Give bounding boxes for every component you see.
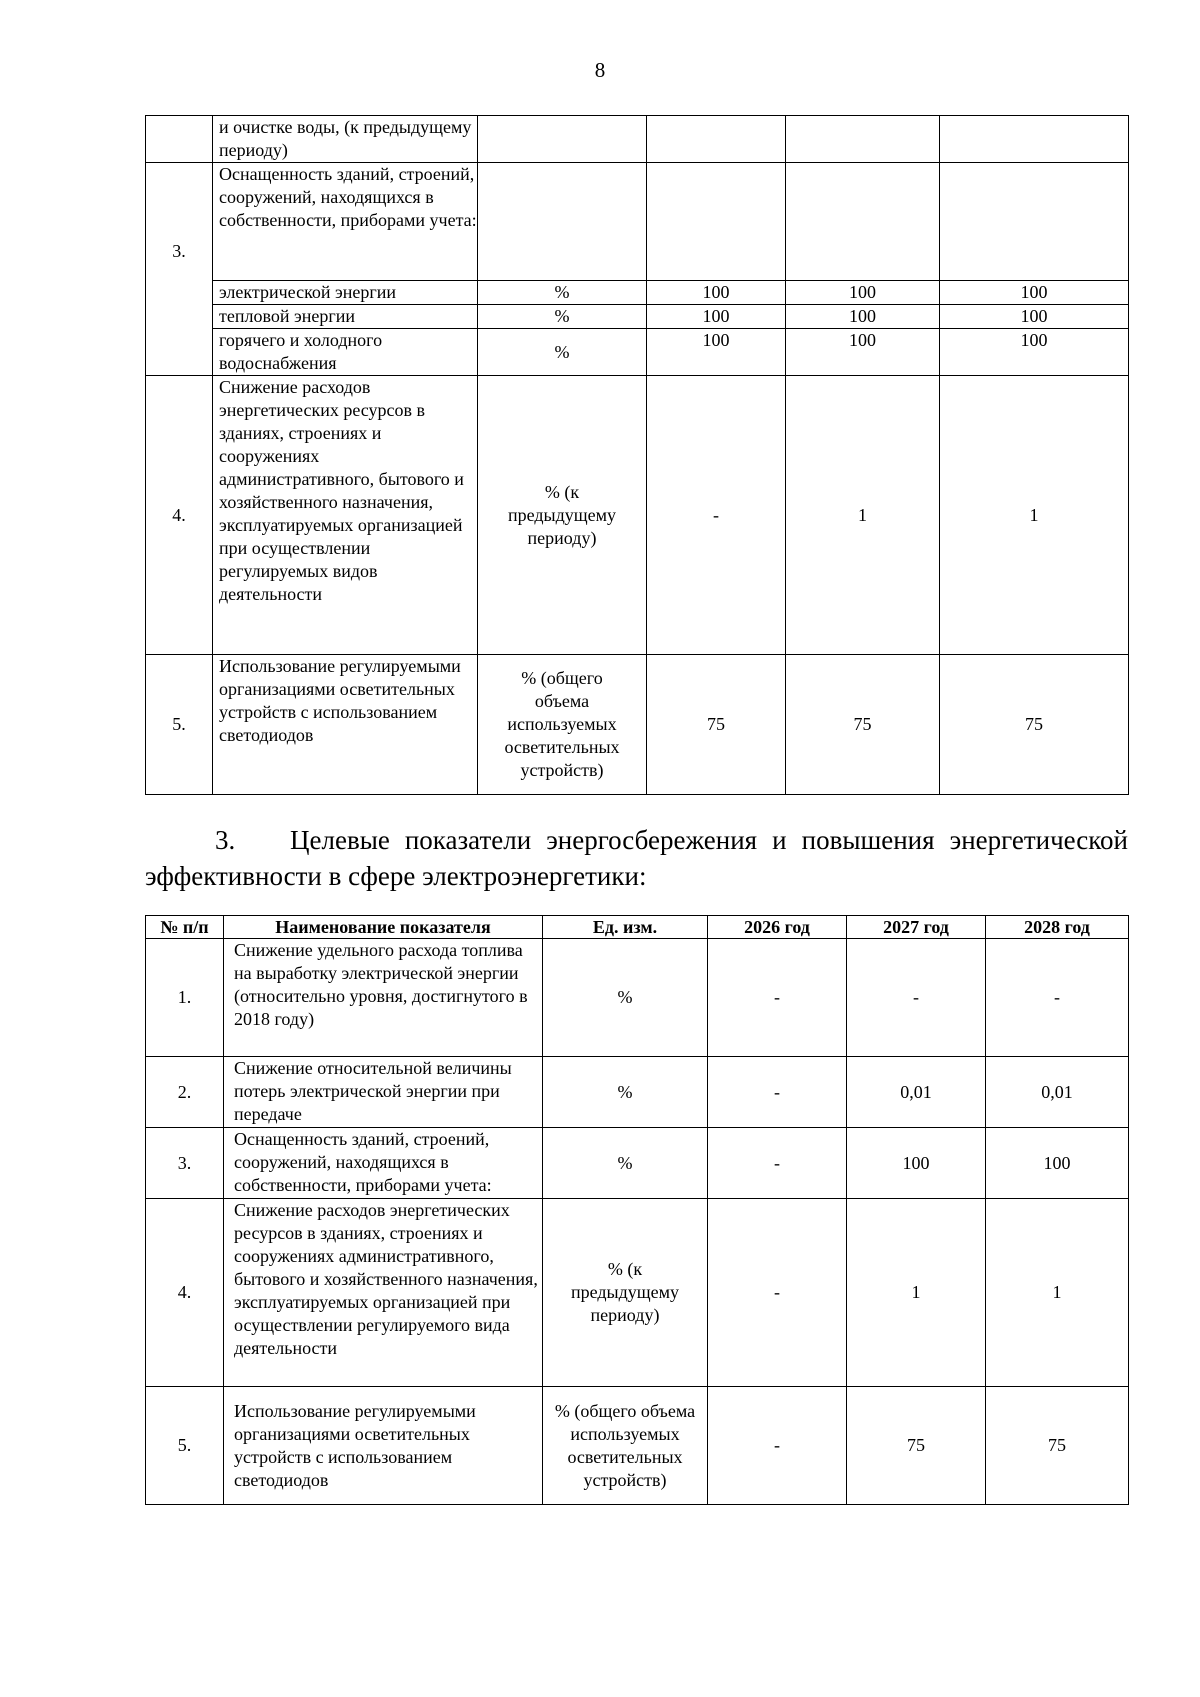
cell-name: Снижение удельного расхода топлива на выработку электрической энергии (относительно уровня, достигнутого в 2018 году) <box>224 939 543 1057</box>
header-2028: 2028 год <box>986 916 1129 939</box>
table-row <box>146 1128 1129 1199</box>
cell-2028: 75 <box>940 655 1129 795</box>
cell-2026: 100 <box>647 281 786 305</box>
cell-2028: 100 <box>940 305 1129 329</box>
cell-2027 <box>786 116 940 163</box>
cell-unit: % (к предыдущему периоду) <box>478 376 647 655</box>
cell-unit: % (общего объема используемых осветительных устройств) <box>478 655 647 795</box>
cell-empty <box>647 163 786 281</box>
cell-2028 <box>940 116 1129 163</box>
cell-num: 1. <box>146 939 224 1057</box>
cell-2026: - <box>708 1199 847 1387</box>
cell-unit: % (общего объема используемых осветительных устройств) <box>543 1387 708 1505</box>
cell-num <box>146 116 213 163</box>
cell-empty <box>478 163 647 281</box>
cell-num: 2. <box>146 1057 224 1128</box>
cell-name: Использование регулируемыми организациями осветительных устройств с использованием светодиодов <box>213 655 478 795</box>
cell-2027: 75 <box>786 655 940 795</box>
table-electricity-indicators <box>145 915 1129 1505</box>
cell-name: Оснащенность зданий, строений, сооружений, находящихся в собственности, приборами учета: <box>213 163 478 281</box>
cell-2027: - <box>847 939 986 1057</box>
cell-2028: 1 <box>940 376 1129 655</box>
table-header-row <box>146 916 1129 939</box>
cell-name: Использование регулируемыми организациями осветительных устройств с использованием светодиодов <box>224 1387 543 1505</box>
table-row <box>146 163 1129 281</box>
cell-name: Снижение относительной величины потерь электрической энергии при передаче <box>224 1057 543 1128</box>
cell-2028: 1 <box>986 1199 1129 1387</box>
cell-2028: 100 <box>986 1128 1129 1199</box>
cell-num: 3. <box>146 163 213 376</box>
cell-2026: - <box>708 1128 847 1199</box>
cell-2028: - <box>986 939 1129 1057</box>
cell-name: горячего и холодного водоснабжения <box>213 329 478 376</box>
cell-name: Снижение расходов энергетических ресурсов в зданиях, строениях и сооружениях административного, бытового и хозяйственного назначения, эксплуатируемых организацией при осуществлении регулируемого вида деятельности <box>224 1199 543 1387</box>
cell-2027: 1 <box>786 376 940 655</box>
section-title: Целевые показатели энергосбережения и повышения энергетической эффективности в сфере электроэнергетики: <box>145 825 1128 891</box>
cell-empty <box>940 163 1129 281</box>
header-2027: 2027 год <box>847 916 986 939</box>
cell-empty <box>786 163 940 281</box>
cell-2027: 100 <box>847 1128 986 1199</box>
page-number: 8 <box>594 58 606 82</box>
cell-2028: 100 <box>940 281 1129 305</box>
cell-num: 5. <box>146 655 213 795</box>
section-number: 3. <box>215 825 236 855</box>
cell-num: 4. <box>146 376 213 655</box>
cell-2027: 0,01 <box>847 1057 986 1128</box>
cell-2026: - <box>708 1057 847 1128</box>
cell-unit: % (к предыдущему периоду) <box>543 1199 708 1387</box>
cell-2026: 75 <box>647 655 786 795</box>
table-row <box>146 1387 1129 1505</box>
cell-2026: 100 <box>647 305 786 329</box>
header-unit: Ед. изм. <box>543 916 708 939</box>
cell-num: 4. <box>146 1199 224 1387</box>
cell-unit: % <box>543 1128 708 1199</box>
cell-2027: 75 <box>847 1387 986 1505</box>
header-num: № п/п <box>146 916 224 939</box>
cell-2026: - <box>708 1387 847 1505</box>
cell-2027: 100 <box>786 281 940 305</box>
cell-unit: % <box>543 939 708 1057</box>
cell-2028: 0,01 <box>986 1057 1129 1128</box>
table-subrow <box>146 281 1129 305</box>
section-heading <box>145 822 1128 894</box>
cell-unit <box>478 116 647 163</box>
cell-2026: - <box>647 376 786 655</box>
cell-2027: 100 <box>786 329 940 376</box>
cell-name: Оснащенность зданий, строений, сооружений, находящихся в собственности, приборами учета: <box>224 1128 543 1199</box>
cell-num: 3. <box>146 1128 224 1199</box>
cell-2026: - <box>708 939 847 1057</box>
table-row <box>146 376 1129 655</box>
cell-2026 <box>647 116 786 163</box>
cell-name: электрической энергии <box>213 281 478 305</box>
table-row <box>146 116 1129 163</box>
table-subrow <box>146 305 1129 329</box>
cell-2027: 1 <box>847 1199 986 1387</box>
cell-2027: 100 <box>786 305 940 329</box>
cell-2026: 100 <box>647 329 786 376</box>
table-row <box>146 655 1129 795</box>
header-2026: 2026 год <box>708 916 847 939</box>
table-row <box>146 939 1129 1057</box>
cell-name: Снижение расходов энергетических ресурсов в зданиях, строениях и сооружениях административного, бытового и хозяйственного назначения, эксплуатируемых организацией при осуществлении регулируемых видов деятельности <box>213 376 478 655</box>
table-row <box>146 1057 1129 1128</box>
table-row <box>146 1199 1129 1387</box>
header-name: Наименование показателя <box>224 916 543 939</box>
table-subrow <box>146 329 1129 376</box>
cell-2028: 75 <box>986 1387 1129 1505</box>
cell-unit: % <box>543 1057 708 1128</box>
cell-unit: % <box>478 329 647 376</box>
table-continued <box>145 115 1129 795</box>
cell-2028: 100 <box>940 329 1129 376</box>
cell-name: и очистке воды, (к предыдущему периоду) <box>213 116 478 163</box>
cell-name: тепловой энергии <box>213 305 478 329</box>
cell-unit: % <box>478 305 647 329</box>
cell-num: 5. <box>146 1387 224 1505</box>
cell-unit: % <box>478 281 647 305</box>
